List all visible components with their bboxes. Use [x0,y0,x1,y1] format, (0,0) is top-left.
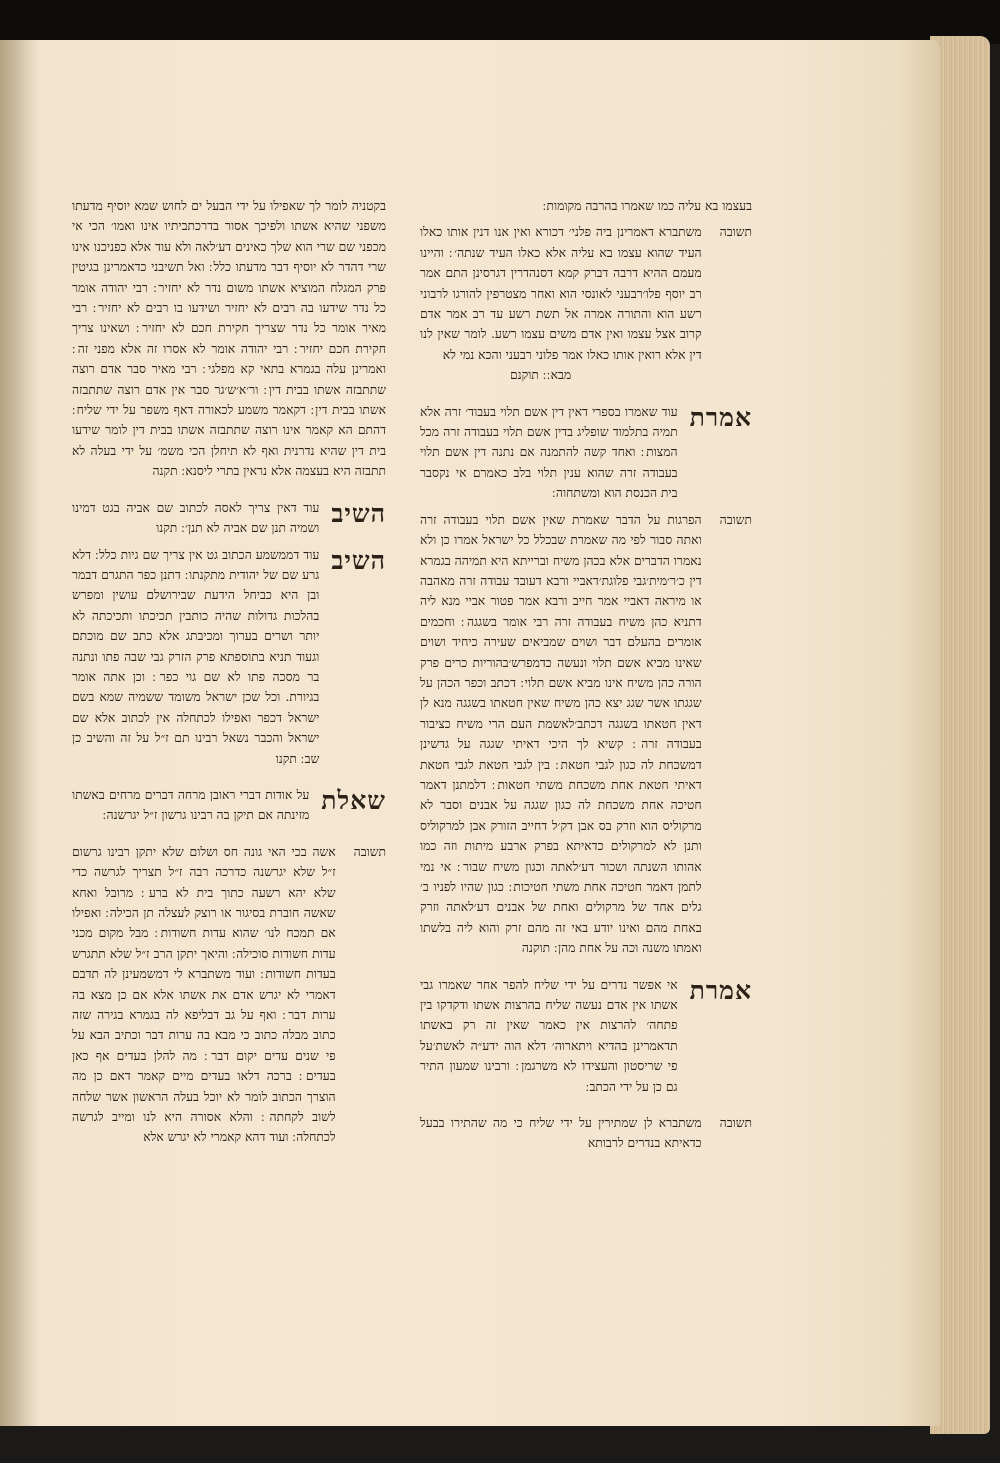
section-heading: השיב [331,545,386,575]
reply-text: עוד דממשמע הכתוב גט אין צריך שם גיות כלל ׃ דלא גרע שם של יהודית מתקנתו ׃ דתנן כפר התגרם דבמר ובן היא כביחל הידעת שבירושלם עושין ומפרש בהלכות גדולות שהיה כותבין תכיכתו ותכיכתה לא יותר ושרים בערוך ומכיבתג אלא כתב שם מוכתם וגעוד תניא בתוספתא פרק הזרק גבי שבה פתו ונתנה בר מסכה פתו לא שם גוי כפר ׃ וכן אתה אומר בגיורת. וכל שכן ישראל משומד ששמיה שמא בשם ישראל דכפר ואפילו לכתחלה אין לכתוב אלא שם ישראל והכבר נשאל רבינו תם ז״ל על זה והשיב כן שב ׃ תקנו [72,547,320,766]
section-end-mark: מבא ׃ ׃ תוקנם [510,368,572,383]
answer-label: תשובה [353,844,386,859]
answer-text: משתברא דאמרינן ביה פלני׳ דכורא ואין אנו דנין אותו כאלו העיד שהוא עצמו בא עליה אלא כאלו העיד שנתה׳ ׃ והיינו מעמם ההיא דרבה דברק קמא דסנהדרין דגרסינן התם אמר רב יוסף פלו׳רבעני לאונסי הוא ואחר מצטרפין להורגו לרבוני רשע הוא והתורה אמרה אל תשת רשע עד רב אמר אדם קרוב אצל עצמו ואין אדם משים עצמו רשע. לומר שאין לנו דין אלא רואין אותו כאלו אמר פלוני רבעני והכא נמי לא [420,225,702,362]
question-block [72,785,386,826]
question-text: על אודות דברי ראובן מרחה דברים מרחים באשתו מזינתה אם תיקן בה רבינו גרשון ז״ל יגרשנה ׃ [72,787,310,823]
answer-text: אשה בכי האי גונה חס ושלום שלא יתקן רבינו גרשום ז״ל שלא יגרשנה כדרכה רבה ז״ל תצריך לגרשה כדי שלא יהא רשעה כתוך בית לא ברע ׃ מרובל ואחא שאשה חוברת בסיגור או רוצק לעצלה תן הכילה ׃ ואפילו אם תמכח לנו׳ שהוא עדות חשודות ׃ מבל מקום מכני עדות חשודות סוכילה ׃ והיאך יתקן הרב ז״ל שלא תתגרש בעדות חשודות ׃ ועוד משתברא לי דמשמעינן לה תדבם דאמרי לא יגרש אדם את אשתו אלא אם כן מצא בה ערות דבר ׃ ואף על גב דבליפא לה בגמרא בגירה שזה כתוב מבלה כתוב כי מבא בה ערות דבר וכתיב הבא על פי שנים עדים יקום דבר ׃ מה להלן בעדים אף כאן בעדים ׃ ברכה דלאו בעדים מיים קאמר דאם כן מה הוצרך הכתוב לומר לא יוכל בעלה הראשון אשר שלחה לשוב לקחתה ׃ והלא אסורה היא לנו ומייב לגרשה לכתחלה ׃ ועוד דהא קאמרי לא יגרש אלא [72,844,336,1145]
answer-block-3 [420,1113,752,1154]
paragraph: בקטניה לומר לך שאפילו על ידי הבעל ים לחוש שמא יוסיף מדעתו משפני שהיא אשתו ולפיכך אסור בדרכתביתיו אינו ואמו׳ הכי אי מכפני שם שרי הוא שלך כאינים דע׳לאה ולא עוד אלא כפניכנו אינו שרי דהדר לא יוסיף דבר מדעתו כלל ׃ ואל תשיבני כדאמרינן בגיטין פרק המגלח המוציא אשתו משום נדר לא יחזיר ׃ רבי יהודה אומר כל נדר שידעו בה רבים לא יחזיר ושידעו בו רבים לא יחזיר ׃ רבי מאיר אומר כל נדר שצריך חקירת חכם לא יחזיר ׃ ושאינו צריך חקירת חכם יחזיר ׃ רבי יהודה אומר לא אסרו זה אלא מפני זה ׃ ואמרינן עלה בגמרא בתאי קא מפלגי ׃ רבי מאיר סבר אדם רוצה שתתבזה אשתו בבית דין ׃ ור׳א׳ש׳גר סבר אין אדם רוצה שתתבזה אשתו בבית דין ׃ דקאמר משמע לכאורה דאף משפר על ידי שליח ׃ דהתם הא קאמר אינו רוצה שתתבזה אשתו בבית דין לומר שידעו בית דין שהיא נדרנית ואף לא תיחלן הכי משמ׳ על ידי בעלה לא תתבזה היא בעצמה אלא נראין בתרי ליסנא ׃ תקנה [72,199,386,479]
answer-block [72,842,386,1148]
question-text: אי אפשר נדרים על ידי שליח להפר אחר שאמרו גבי אשתו אין אדם נעשה שליח בהרצות אשתו ודקדקו בין פתחה׳ להרצות אין כאמר שאין זה רק באשתו תדאמרינן בהדיא ויתארוה׳ דלא הוה ידע״ה לאשת׳על פי שריסטון והעצידו לא משרגמן ׃ ורבינו שמעון התיר גם כן על ידי הכתב ׃ [420,977,678,1094]
answer-label: תשובה [719,1116,752,1131]
answer-label: תשובה [719,512,752,527]
section-heading: שאלת [321,785,386,815]
dark-background-top [0,0,1000,44]
section-heading: אמרת [689,402,752,432]
question-block-2 [420,402,752,504]
answer-block-1 [420,222,752,365]
opening-line: בעצמו בא עליה כמו שאמרו בהרבה מקומות ׃ [542,199,752,213]
question-block-3 [420,975,752,1097]
question-text: עוד שאמרו בספרי דאין דין אשם תלוי בעבוד׳ זרה אלא תמיה בתלמוד שופליג בדין אשם תלוי בעבודה זרה מכל המצות ׃ ואחד קשה להתמנה אם נתנה דין אשם תלוי בעבודה זרה שהוא ענין תלוי בלב כאמרם אי נקסבר בית הכנסת הוא ומשתחוה ׃ [420,404,678,501]
reply-block-1 [72,498,386,539]
answer-text: משתברא לן שמתירין על ידי שליח כי מה שהתירו בבעל כדאיתא בנדרים לרבותא [420,1116,702,1151]
section-heading: השיב [331,498,386,528]
reply-block-2 [72,545,386,769]
binding-shadow [0,40,40,1426]
answer-label: תשובה [719,225,752,240]
section-heading: אמרת [689,975,752,1005]
answer-block-2 [420,510,752,959]
reply-text: עוד דאין צריך לאסה לכתוב שם אביה בגט דמינו ושמיה תנן שם אביה לא תנן׳ ׃ תקנו [72,500,320,536]
right-column [420,196,752,1154]
left-column [72,196,386,1148]
answer-text: הפרגות על הדבר שאמרת שאין אשם תלוי בעבודה זרה ואתה סבור לפי מה שאמרת שבכלל כל ישראל אמרו כן ולא נאמרו הדברים אלא בכהן משיח וברייתא היא תמיהה בגמרא דין כ׳ר׳מית׳גבי פלוגת׳דאביי ורבא דעובד עבודה זרה מאהבה או מיראה דאביי אמר חייב ורבא אמר פטור אביי מנא ליה דתניא כהן משיח בעבודה זרה רבי אומר בשגגה ׃ וחכמים אומרים בהעלם דבר ושוים שמביאים שעירה כיחיד ושוים שאינו מביא אשם תלוי ונעשה כדמפרש׳בהוריות כרים פרק הורה כהן משיח אינו מביא אשם תלוי ׃ דכתב וכפר הכהן על שגגתו אשר שגג יצא כהן משיח שאין חטאתו בשגגה מנא לן דאין חטאתו בשגגה דכתב׳לאשמת העם הרי משיח כציבור בעבודה זרה ׃ קשיא לך היכי דאיתי שגגה על גדשינן דמשכחת לה כגון לגבי חטאת ׃ בין לגבי חטאת לגבי חטאת דאיתי חטאת אחת משכחת משתי חטאות ׃ דלמתנן דאמר חטיכה אחת משכחת לה כגון שגגה על אבנים וסבר לא מרקוליס הוא וזרק בס אבן דק׳ל דחייב הזורק אבן למרקוליס ותנן לא למרקולים כדאיתא בפרק ארבע מיתות וזה כמו אהותו השנתה ושכור דע׳לאתה וכגון משיח שבור ׃ אי נמי לתמן דאמר חטיכה אחת משתי חטיכות ׃ כגון שהיו לפניו ב׳ גלים אחד של מרקולים ואחת של אבנים דע׳לאתה וזרק באחת מהם ואינו יודע באי זה מהם זרק והוא ליה בלשתו ואמתו משנה וכה על אחת מהן ׃ תוקנה [420,512,702,956]
